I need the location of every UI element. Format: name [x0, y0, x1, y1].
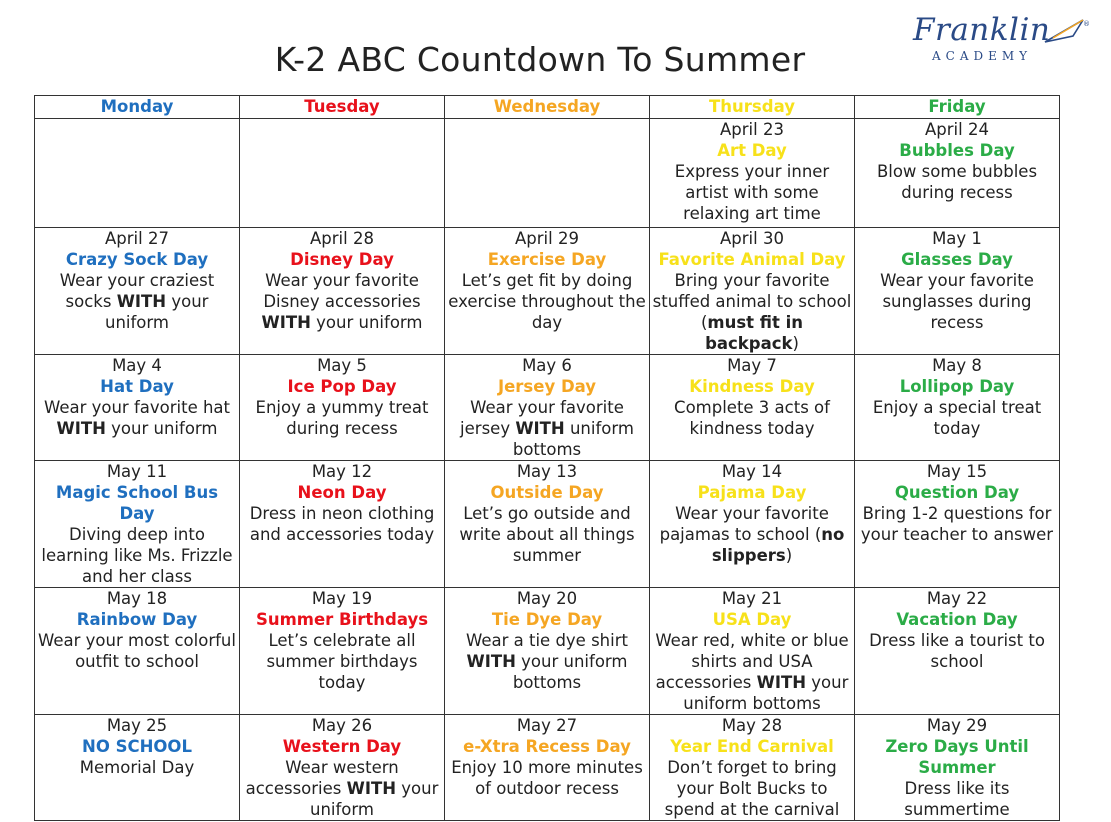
cell-date: April 24	[925, 120, 989, 139]
description-text: Dress in neon clothing and accessories today	[249, 504, 435, 544]
cell-date: May 11	[106, 462, 168, 481]
event-description	[447, 397, 647, 460]
description-text: Don’t forget to bring your Bolt Bucks to spend at the carnival	[664, 758, 840, 819]
event-description	[857, 778, 1057, 820]
description-text: your uniform	[105, 292, 209, 332]
event-description	[242, 397, 442, 439]
day-cell-wednesday	[445, 119, 650, 228]
description-emphasis: no slippers	[711, 525, 845, 565]
event-name: Art Day	[717, 141, 787, 160]
event-description	[242, 630, 442, 693]
day-cell-wednesday	[445, 228, 650, 355]
description-emphasis: WITH	[56, 419, 106, 438]
franklin-academy-logo	[905, 10, 1095, 70]
event-name: Magic School Bus Day	[55, 483, 219, 523]
event-description	[652, 270, 852, 354]
description-text: Enjoy a special treat today	[872, 398, 1042, 438]
day-cell-friday	[855, 355, 1060, 461]
event-name: Year End Carnival	[670, 737, 834, 756]
cell-date: May 20	[516, 589, 578, 608]
description-text: Wear your most colorful outfit to school	[38, 631, 236, 671]
description-text: Memorial Day	[79, 758, 195, 777]
week-row	[35, 228, 1060, 355]
event-description	[37, 757, 237, 778]
description-emphasis: WITH	[346, 779, 397, 798]
cell-date: May 6	[522, 356, 572, 375]
description-text: Complete 3 acts of kindness today	[674, 398, 830, 438]
description-text: Dress like a tourist to school	[869, 631, 1045, 671]
cell-date: April 27	[105, 229, 169, 248]
event-description	[242, 270, 442, 333]
week-row	[35, 715, 1060, 821]
description-emphasis: WITH	[466, 652, 516, 671]
cell-date: May 25	[106, 716, 168, 735]
day-cell-monday	[35, 715, 240, 821]
event-description	[447, 757, 647, 799]
event-name: Ice Pop Day	[287, 377, 397, 396]
event-name: Bubbles Day	[899, 141, 1015, 160]
cell-date: May 15	[926, 462, 988, 481]
cell-date: April 23	[720, 120, 784, 139]
description-emphasis: WITH	[261, 313, 311, 332]
description-emphasis: must fit in backpack	[705, 313, 804, 353]
day-cell-monday	[35, 228, 240, 355]
week-row	[35, 588, 1060, 715]
day-cell-monday	[35, 355, 240, 461]
description-text: Enjoy a yummy treat during recess	[255, 398, 429, 438]
event-description	[857, 161, 1057, 203]
description-text: your uniform	[310, 779, 439, 819]
day-cell-wednesday	[445, 355, 650, 461]
description-text: your uniform	[105, 419, 218, 438]
event-name: Western Day	[282, 737, 402, 756]
day-cell-tuesday	[240, 119, 445, 228]
logo-subtitle: ACADEMY	[932, 49, 1033, 63]
event-description	[242, 503, 442, 545]
day-cell-tuesday	[240, 588, 445, 715]
description-text: Enjoy 10 more minutes of outdoor recess	[451, 758, 643, 798]
description-text: your uniform bottoms	[512, 652, 628, 692]
description-text: Dress like its summertime	[904, 779, 1010, 819]
day-cell-friday	[855, 461, 1060, 588]
event-name: Lollipop Day	[899, 377, 1015, 396]
calendar-table	[34, 95, 1060, 821]
day-cell-tuesday	[240, 715, 445, 821]
description-text: Wear your favorite pajamas to school (	[659, 504, 829, 544]
cell-date: April 29	[515, 229, 579, 248]
event-description	[37, 270, 237, 333]
week-row	[35, 355, 1060, 461]
event-description	[652, 630, 852, 714]
event-name: Crazy Sock Day	[65, 250, 209, 269]
description-text: )	[785, 546, 793, 565]
description-text: Wear western accessories	[245, 758, 399, 798]
event-name: Pajama Day	[697, 483, 807, 502]
day-cell-tuesday	[240, 355, 445, 461]
event-name: Rainbow Day	[76, 610, 198, 629]
cell-date: May 18	[106, 589, 168, 608]
description-emphasis: WITH	[515, 419, 565, 438]
event-description	[857, 503, 1057, 545]
day-cell-thursday	[650, 461, 855, 588]
day-cell-monday	[35, 119, 240, 228]
event-name: Summer Birthdays	[255, 610, 429, 629]
description-text: your uniform	[310, 313, 423, 332]
description-text: Wear a tie dye shirt	[466, 631, 628, 650]
cell-date: May 19	[311, 589, 373, 608]
cell-date: May 5	[317, 356, 367, 375]
event-name: Outside Day	[490, 483, 604, 502]
description-text: Wear your favorite sunglasses during recess	[880, 271, 1034, 332]
event-name: Tie Dye Day	[491, 610, 603, 629]
event-name: Question Day	[894, 483, 1020, 502]
day-cell-wednesday	[445, 588, 650, 715]
event-description	[37, 397, 237, 439]
day-cell-monday	[35, 588, 240, 715]
day-cell-thursday	[650, 228, 855, 355]
description-text: uniform bottoms	[512, 419, 634, 459]
svg-text:®: ®	[1083, 20, 1090, 28]
header-friday: Friday	[855, 96, 1060, 119]
header-thursday: Thursday	[650, 96, 855, 119]
day-cell-wednesday	[445, 715, 650, 821]
logo-wordmark: Franklin	[913, 12, 1051, 48]
day-cell-friday	[855, 228, 1060, 355]
cell-date: May 29	[926, 716, 988, 735]
cell-date: May 8	[932, 356, 982, 375]
description-text: Let’s get fit by doing exercise throughout the day	[448, 271, 646, 332]
cell-date: May 7	[727, 356, 777, 375]
cell-date: April 30	[720, 229, 784, 248]
description-text: Bring 1-2 questions for your teacher to answer	[860, 504, 1054, 544]
description-text: Bring your favorite stuffed animal to school (	[652, 271, 852, 332]
pennant-flag-icon	[1043, 16, 1089, 46]
description-emphasis: WITH	[756, 673, 807, 692]
event-name: Neon Day	[297, 483, 387, 502]
event-name: Disney Day	[290, 250, 394, 269]
event-name: Zero Days Until Summer	[885, 737, 1029, 777]
cell-date: May 27	[516, 716, 578, 735]
cell-date: April 28	[310, 229, 374, 248]
description-text: Wear your favorite hat	[43, 398, 231, 417]
cell-date: May 1	[932, 229, 982, 248]
day-cell-wednesday	[445, 461, 650, 588]
event-name: NO SCHOOL	[82, 737, 192, 756]
description-text: Wear your favorite Disney accessories	[263, 271, 421, 311]
day-cell-thursday	[650, 119, 855, 228]
description-text: Let’s celebrate all summer birthdays today	[266, 631, 418, 692]
description-text: )	[792, 334, 799, 353]
description-text: Express your inner artist with some relaxing art time	[674, 162, 830, 223]
week-row	[35, 119, 1060, 228]
cell-date: May 21	[721, 589, 783, 608]
week-row	[35, 461, 1060, 588]
event-description	[652, 757, 852, 820]
cell-date: May 13	[516, 462, 578, 481]
event-description	[857, 630, 1057, 672]
event-description	[652, 503, 852, 566]
description-text: Wear your craziest socks	[59, 271, 215, 311]
cell-date: May 22	[926, 589, 988, 608]
event-description	[447, 270, 647, 333]
event-description	[447, 503, 647, 566]
description-text: Let’s go outside and write about all things summer	[459, 504, 635, 565]
cell-date: May 12	[311, 462, 373, 481]
description-text: Blow some bubbles during recess	[876, 162, 1038, 202]
weekday-header-row	[35, 96, 1060, 119]
event-name: Glasses Day	[901, 250, 1013, 269]
event-name: Vacation Day	[896, 610, 1018, 629]
event-description	[447, 630, 647, 693]
event-name: Hat Day	[100, 377, 174, 396]
header-tuesday: Tuesday	[240, 96, 445, 119]
event-description	[857, 397, 1057, 439]
event-name: e-Xtra Recess Day	[463, 737, 631, 756]
event-name: Kindness Day	[689, 377, 815, 396]
event-description	[652, 161, 852, 224]
description-emphasis: WITH	[116, 292, 167, 311]
description-text: your uniform bottoms	[683, 673, 849, 713]
description-text: Wear red, white or blue shirts and USA accessories	[655, 631, 849, 692]
event-description	[857, 270, 1057, 333]
day-cell-tuesday	[240, 461, 445, 588]
cell-date: May 26	[311, 716, 373, 735]
event-name: USA Day	[712, 610, 792, 629]
day-cell-monday	[35, 461, 240, 588]
day-cell-thursday	[650, 355, 855, 461]
event-name: Favorite Animal Day	[658, 250, 846, 269]
day-cell-friday	[855, 588, 1060, 715]
cell-date: May 28	[721, 716, 783, 735]
event-name: Jersey Day	[497, 377, 597, 396]
cell-date: May 14	[721, 462, 783, 481]
page-title: K-2 ABC Countdown To Summer	[274, 40, 806, 79]
header-monday: Monday	[35, 96, 240, 119]
description-text: Wear your favorite jersey	[460, 398, 624, 438]
event-description	[37, 630, 237, 672]
day-cell-tuesday	[240, 228, 445, 355]
day-cell-friday	[855, 119, 1060, 228]
description-text: Diving deep into learning like Ms. Frizzle and her class	[41, 525, 233, 586]
day-cell-friday	[855, 715, 1060, 821]
event-name: Exercise Day	[487, 250, 607, 269]
day-cell-thursday	[650, 715, 855, 821]
event-description	[37, 524, 237, 587]
day-cell-thursday	[650, 588, 855, 715]
cell-date: May 4	[112, 356, 162, 375]
header-wednesday: Wednesday	[445, 96, 650, 119]
event-description	[652, 397, 852, 439]
event-description	[242, 757, 442, 820]
